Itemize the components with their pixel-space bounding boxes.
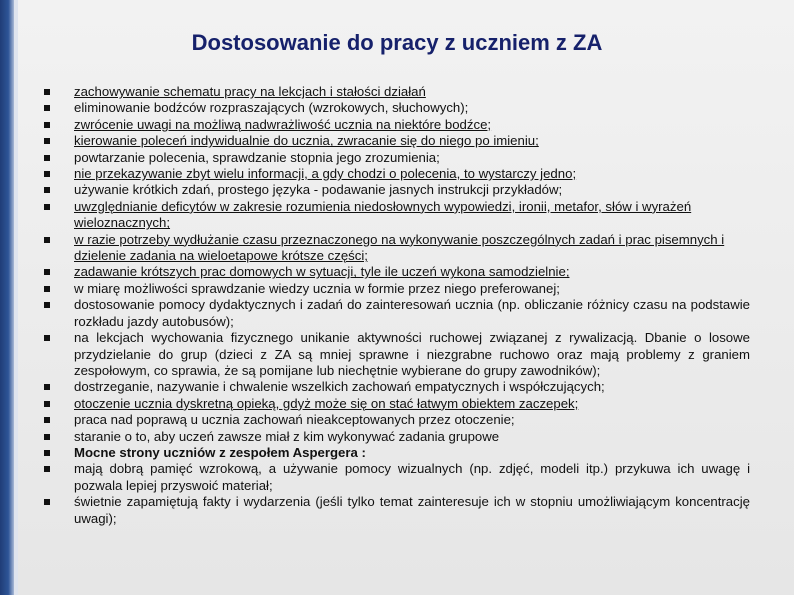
list-item: Mocne strony uczniów z zespołem Aspergera : xyxy=(44,445,750,461)
bullet-marker xyxy=(44,187,50,193)
bullet-list xyxy=(44,84,750,527)
bullet-marker xyxy=(44,401,50,407)
left-accent-gap xyxy=(14,0,18,595)
list-item: w miarę możliwości sprawdzanie wiedzy ucznia w formie przez niego preferowanej; xyxy=(44,281,750,297)
list-item: praca nad poprawą u ucznia zachowań nieakceptowanych przez otoczenie; xyxy=(44,412,750,428)
list-item: eliminowanie bodźców rozpraszających (wzrokowych, słuchowych); xyxy=(44,100,750,116)
list-item: mają dobrą pamięć wzrokową, a używanie pomocy wizualnych (np. zdjęć, modeli itp.) przykuwa ich uwagę i pozwala lepiej przyswoić materiał; xyxy=(44,461,750,494)
bullet-marker xyxy=(44,155,50,161)
bullet-marker xyxy=(44,499,50,505)
list-item: staranie o to, aby uczeń zawsze miał z kim wykonywać zadania grupowe xyxy=(44,429,750,445)
bullet-marker xyxy=(44,302,50,308)
list-item: zwrócenie uwagi na możliwą nadwrażliwość ucznia na niektóre bodźce; xyxy=(44,117,750,133)
list-item: w razie potrzeby wydłużanie czasu przeznaczonego na wykonywanie poszczególnych zadań i prac pisemnych i dzielenie zadania na wieloetapowe krótsze części; xyxy=(44,232,750,265)
bullet-marker xyxy=(44,171,50,177)
list-item: powtarzanie polecenia, sprawdzanie stopnia jego zrozumienia; xyxy=(44,150,750,166)
bullet-marker xyxy=(44,138,50,144)
list-item: uwzględnianie deficytów w zakresie rozumienia niedosłownych wypowiedzi, ironii, metafor, słów i wyrażeń wieloznacznych; xyxy=(44,199,750,232)
list-item: używanie krótkich zdań, prostego języka - podawanie jasnych instrukcji przykładów; xyxy=(44,182,750,198)
list-item: zachowywanie schematu pracy na lekcjach i stałości działań xyxy=(44,84,750,100)
list-item: dostrzeganie, nazywanie i chwalenie wszelkich zachowań empatycznych i współczujących; xyxy=(44,379,750,395)
list-item: kierowanie poleceń indywidualnie do ucznia, zwracanie się do niego po imieniu; xyxy=(44,133,750,149)
bullet-marker xyxy=(44,434,50,440)
bullet-marker xyxy=(44,269,50,275)
bullet-marker xyxy=(44,466,50,472)
bullet-marker xyxy=(44,105,50,111)
list-item: świetnie zapamiętują fakty i wydarzenia (jeśli tylko temat zainteresuje ich w stopniu umożliwiającym koncentrację uwagi); xyxy=(44,494,750,527)
list-item: otoczenie ucznia dyskretną opieką, gdyż może się on stać łatwym obiektem zaczepek; xyxy=(44,396,750,412)
list-item: dostosowanie pomocy dydaktycznych i zadań do zainteresowań ucznia (np. obliczanie różnicy czasu na podstawie rozkładu jazdy autobusów); xyxy=(44,297,750,330)
bullet-marker xyxy=(44,450,50,456)
bullet-marker xyxy=(44,417,50,423)
list-item: zadawanie krótszych prac domowych w sytuacji, tyle ile uczeń wykona samodzielnie; xyxy=(44,264,750,280)
bullet-marker xyxy=(44,204,50,210)
list-item: nie przekazywanie zbyt wielu informacji, a gdy chodzi o polecenia, to wystarczy jedno; xyxy=(44,166,750,182)
left-accent-bar xyxy=(0,0,14,595)
bullet-marker xyxy=(44,237,50,243)
bullet-marker xyxy=(44,286,50,292)
bullet-marker xyxy=(44,89,50,95)
bullet-marker xyxy=(44,122,50,128)
bullet-marker xyxy=(44,335,50,341)
bullet-marker xyxy=(44,384,50,390)
list-item: na lekcjach wychowania fizycznego unikanie aktywności ruchowej związanej z rywalizacją. Dbanie o losowe przydzielanie do grup (dzieci z ZA są mniej sprawne i niezgrabne ruchowo oraz mają problemy z graniem zespołowym, co sprawia, że są pomijane lub niechętnie wybierane do grupy zawodników); xyxy=(44,330,750,379)
slide-title: Dostosowanie do pracy z uczniem z ZA xyxy=(191,30,603,55)
